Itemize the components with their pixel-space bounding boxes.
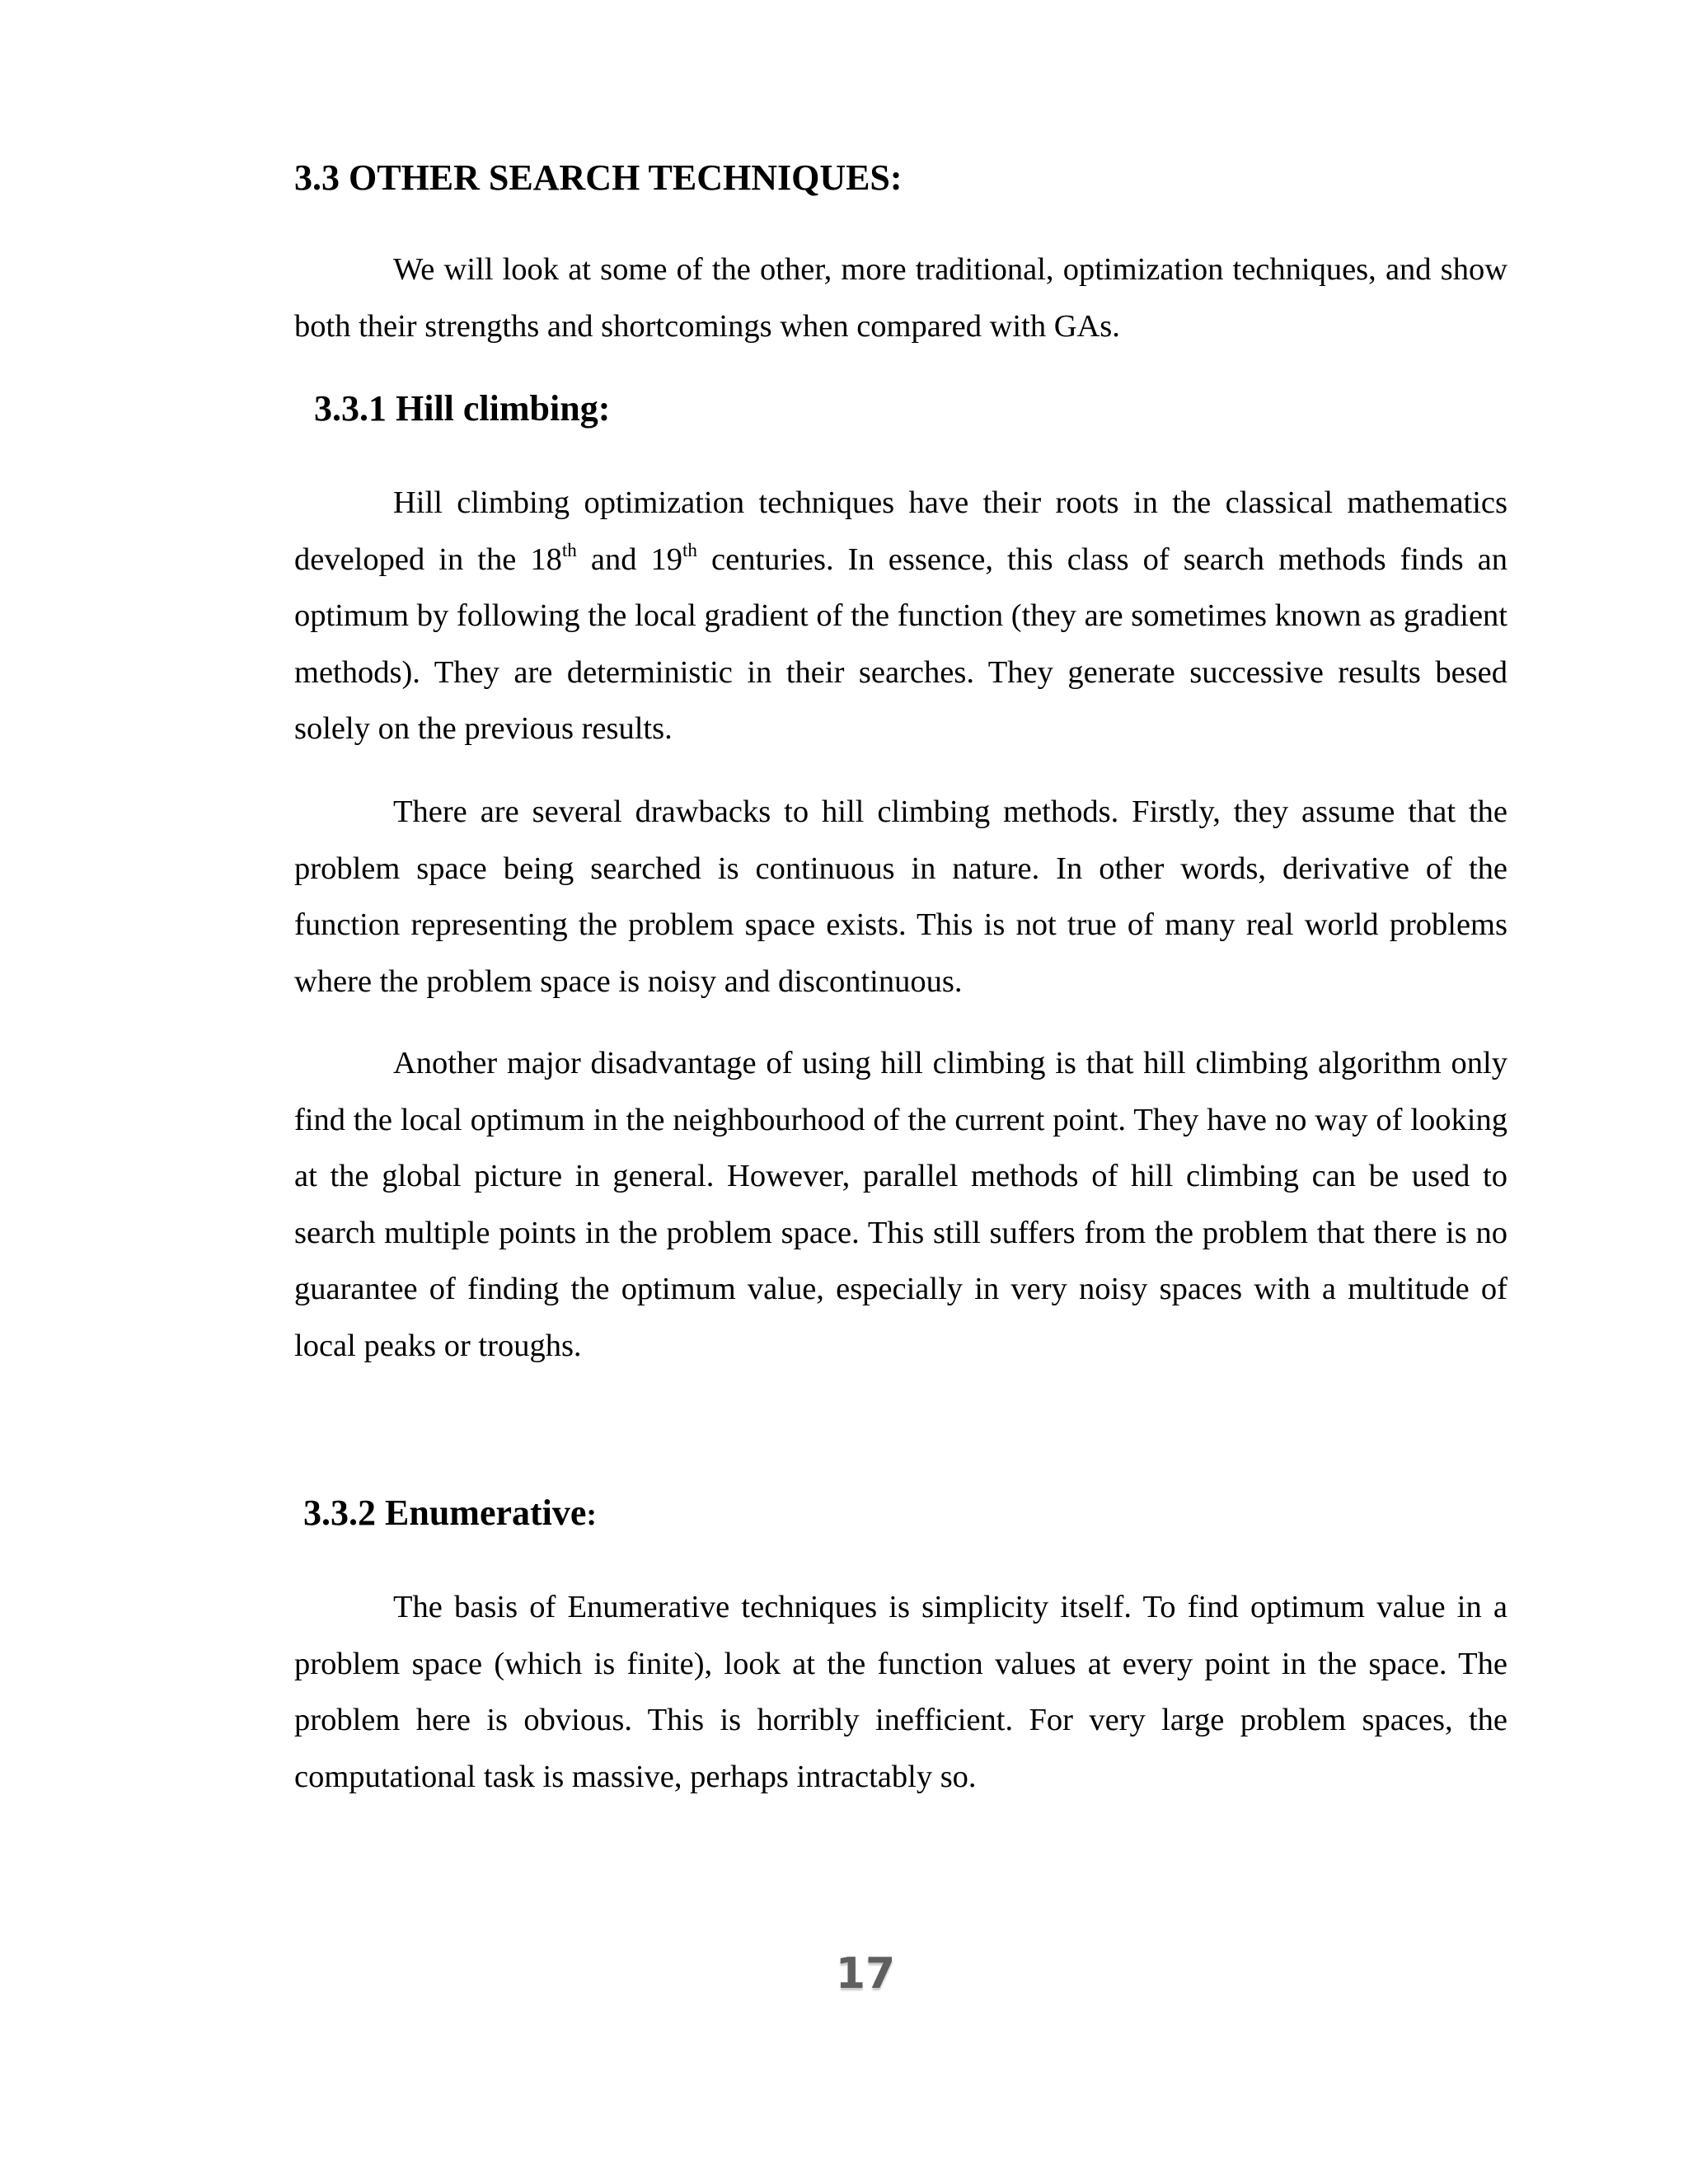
paragraph-text: and 19 (576, 541, 683, 577)
ordinal-superscript: th (682, 538, 697, 560)
section-heading: 3.3 OTHER SEARCH TECHNIQUES: (294, 157, 903, 198)
ordinal-superscript: th (561, 538, 577, 560)
subsection-heading-colon: : (586, 1497, 598, 1532)
paragraph-text: centuries. In essence, this class of search methods finds an optimum by following the local gradient of the function (they are sometimes known as gradient methods). They are deterministic in their searches. They generate successive results besed solely on the previous results. (294, 541, 1507, 746)
hill-climbing-paragraph-1 (294, 475, 1507, 757)
subsection-heading-text: 3.3.2 Enumerative (303, 1493, 587, 1533)
hill-climbing-paragraph-2: There are several drawbacks to hill climbing methods. Firstly, they assume that the problem space being searched is continuous in nature. In other words, derivative of the function representing the problem space exists. This is not true of many real world problems where the problem space is noisy and discontinuous. (294, 794, 1507, 999)
enumerative-paragraph: The basis of Enumerative techniques is simplicity itself. To find optimum value in a problem space (which is finite), look at the function values at every point in the space. The problem here is obvious. This is horribly inefficient. For very large problem spaces, the computational task is massive, perhaps intractably so. (294, 1590, 1507, 1794)
paragraph-text: Hill climbing optimization techniques have their roots in the classical mathematics developed in the 18 (294, 485, 1507, 577)
page-number: 17 (835, 1949, 896, 1999)
subsection-heading-enumerative (303, 1492, 597, 1535)
subsection-heading-hill-climbing: 3.3.1 Hill climbing: (314, 388, 611, 429)
hill-climbing-paragraph-3: Another major disadvantage of using hill climbing is that hill climbing algorithm only find the local optimum in the neighbourhood of the current point. They have no way of looking at the global picture in general. However, parallel methods of hill climbing can be used to search multiple points in the problem space. This still suffers from the problem that there is no guarantee of finding the optimum value, especially in very noisy spaces with a multitude of local peaks or troughs. (294, 1046, 1507, 1363)
section-intro-paragraph: We will look at some of the other, more traditional, optimization techniques, and show both their strengths and shortcomings when compared with GAs. (294, 252, 1507, 344)
